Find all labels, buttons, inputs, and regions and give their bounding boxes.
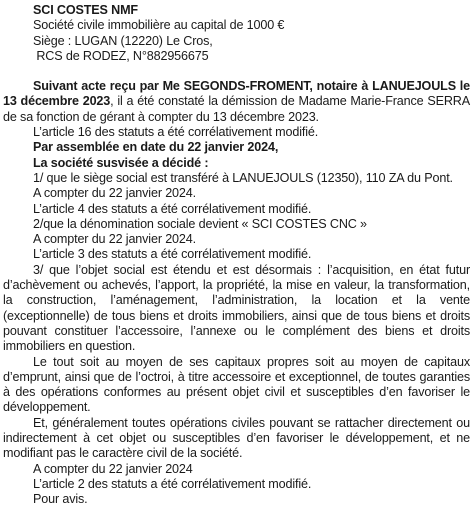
decision-1-article: L’article 4 des statuts a été corrélativement modifié.: [33, 201, 312, 216]
acte-paragraph: [3, 79, 470, 125]
assemblee-decided: La société susvisée a décidé :: [33, 155, 209, 170]
acte-detail: , il a été constaté la démission de Madame Marie-France SERRA de sa fonction de gérant à compter du 13 décembre 2023.: [3, 94, 471, 124]
spacer: [3, 64, 470, 79]
decision-2-article: L’article 3 des statuts a été corrélativement modifié.: [33, 247, 312, 262]
decision-1-date: A compter du 22 janvier 2024.: [33, 186, 196, 201]
company-rcs: RCS de RODEZ, N°882956675: [33, 48, 209, 63]
company-name: SCI COSTES NMF: [33, 3, 138, 17]
company-capital: Société civile immobilière au capital de 1000 €: [33, 18, 285, 33]
article-16-note: L’article 16 des statuts a été corrélativement modifié.: [33, 125, 319, 140]
decision-3-general: Et, généralement toutes opérations civiles pouvant se rattacher directement ou indirectement à cet objet ou susceptibles d’en favoriser le développement, et ne modifiant pas le caractère civil de la société.: [3, 415, 470, 461]
acte-intro: Suivant acte reçu par Me SEGONDS-FROMENT, notaire à LANUEJOULS le 13 décembre 2023: [3, 79, 470, 109]
decision-3-date: A compter du 22 janvier 2024: [33, 461, 193, 476]
decision-3-article: L’article 2 des statuts a été corrélativement modifié.: [33, 476, 312, 491]
decision-2-date: A compter du 22 janvier 2024.: [33, 232, 196, 247]
decision-3-funding: Le tout soit au moyen de ses capitaux propres soit au moyen de capitaux d’emprunt, ainsi que de l’octroi, à titre accessoire et exceptionnel, de toutes garanties à des opérations conformes au présent objet civil et susceptibles d’en favoriser le développement.: [3, 354, 470, 415]
assemblee-title: Par assemblée en date du 22 janvier 2024,: [33, 140, 279, 155]
decision-2: 2/que la dénomination sociale devient « SCI COSTES CNC »: [33, 216, 367, 231]
closing-note: Pour avis.: [33, 492, 88, 507]
decision-3: 3/ que l’objet social est étendu et est désormais : l’acquisition, en état futur d’achèvement ou achevés, l’apport, la propriété, la mise en valeur, la transformation, la construction, l’aménagement, l’administration, la location et la vente (exceptionnelle) de tous biens et droits immobiliers, ainsi que de tous biens et droits pouvant constituer l’accessoire, l’annexe ou le complément des biens et droits immobiliers en question.: [3, 262, 470, 354]
company-seat: Siège : LUGAN (12220) Le Cros,: [33, 33, 213, 48]
decision-1: 1/ que le siège social est transféré à LANUEJOULS (12350), 110 ZA du Pont.: [33, 170, 453, 185]
